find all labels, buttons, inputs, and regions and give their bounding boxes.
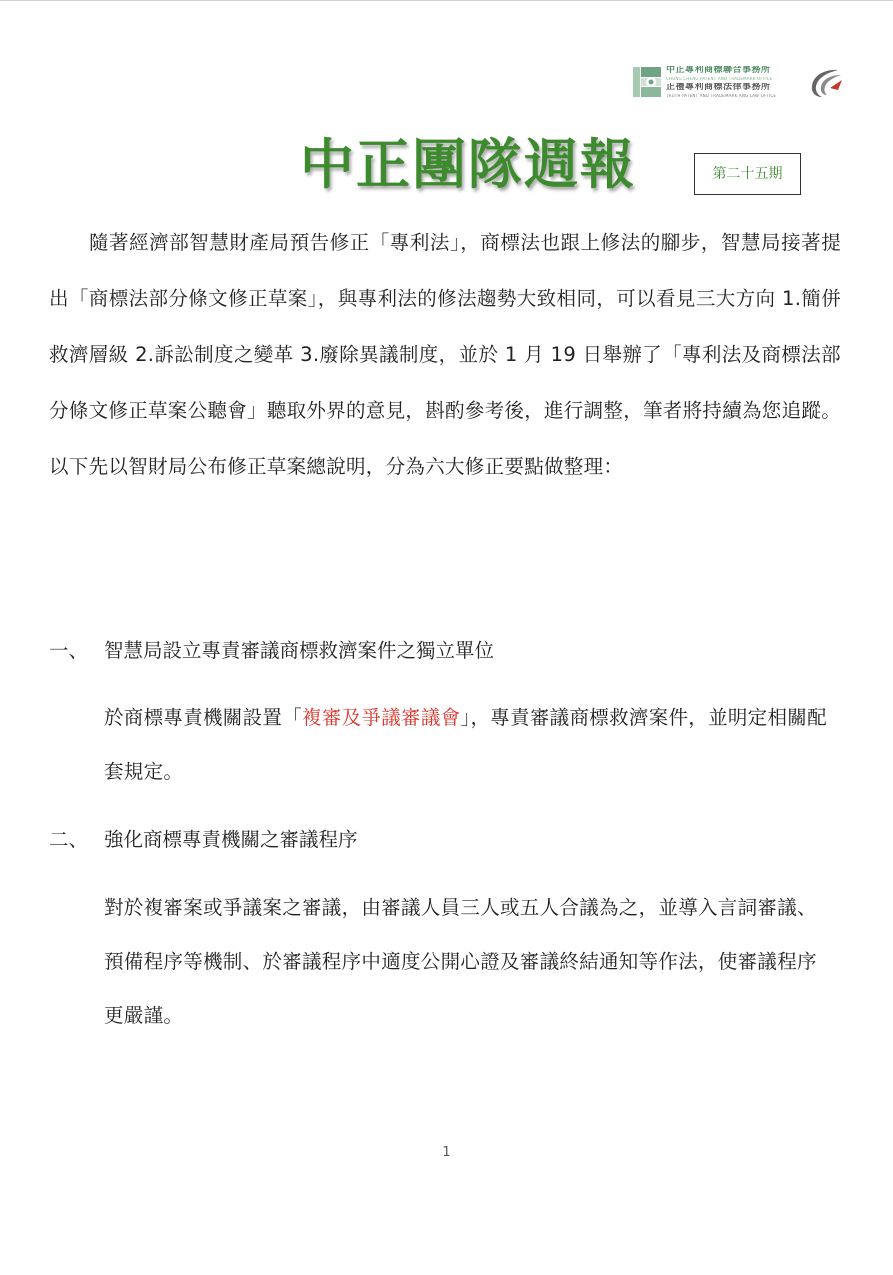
- section-2-number: 二、: [49, 828, 89, 851]
- firm-name-en-1: CHUNG CHENG PATENT AND TRADEMARK OFFICE: [666, 77, 773, 81]
- section-1-highlight: 複審及爭議審議會: [302, 706, 461, 729]
- firm-logo: [632, 66, 844, 100]
- logo-swoosh-icon: [808, 66, 844, 100]
- firm-name-cn-1: 中正專利商標聯合事務所: [666, 66, 771, 75]
- intro-paragraph: 隨著經濟部智慧財產局預告修正「專利法」，商標法也跟上修法的腳步，智慧局接著提出「商標法部分條文修正草案」，與專利法的修法趨勢大致相同，可以看見三大方向 1.簡併救濟層級 2.訴訟制度之變革 3.廢除異議制度，並於 1 月 19 日舉辦了「專利法及商標法部分條文修正草案公聽會」聽取外界的意見，斟酌參考後，進行調整，筆者將持續為您追蹤。以下先以智財局公布修正草案總說明，分為六大修正要點做整理：: [49, 231, 842, 478]
- section-1-number: 一、: [49, 639, 89, 662]
- section-1-body-text-a: 於商標專責機關設置「: [104, 706, 303, 729]
- section-1-body-text-b: 」，專責審議商標救濟案件，並明定相關配套規定。: [104, 706, 827, 783]
- section-2-heading: [49, 826, 358, 854]
- section-2-body: 對於複審案或爭議案之審議，由審議人員三人或五人合議為之，並導入言詞審議、預備程序等機制、於審議程序中適度公開心證及審議終結通知等作法，使審議程序更嚴謹。: [104, 896, 817, 1027]
- logo-emblem-icon: [632, 66, 662, 98]
- page-number: 1: [442, 1145, 451, 1160]
- issue-number-badge: 第二十五期: [694, 153, 801, 195]
- section-1-body: [104, 691, 834, 799]
- top-border: [0, 0, 893, 1]
- section-1-title: 智慧局設立專責審議商標救濟案件之獨立單位: [104, 639, 495, 662]
- newsletter-title: 中正團隊週報: [300, 133, 636, 196]
- section-2-title: 強化商標專責機關之審議程序: [104, 828, 358, 851]
- firm-name-cn-2: 正禮專利商標法律事務所: [666, 83, 771, 92]
- firm-name-en-2: TRUTH PATENT AND TRADEMARK AND LAW OFFICE: [666, 94, 777, 98]
- section-1-heading: [49, 637, 494, 665]
- logo-text-block: [666, 66, 806, 99]
